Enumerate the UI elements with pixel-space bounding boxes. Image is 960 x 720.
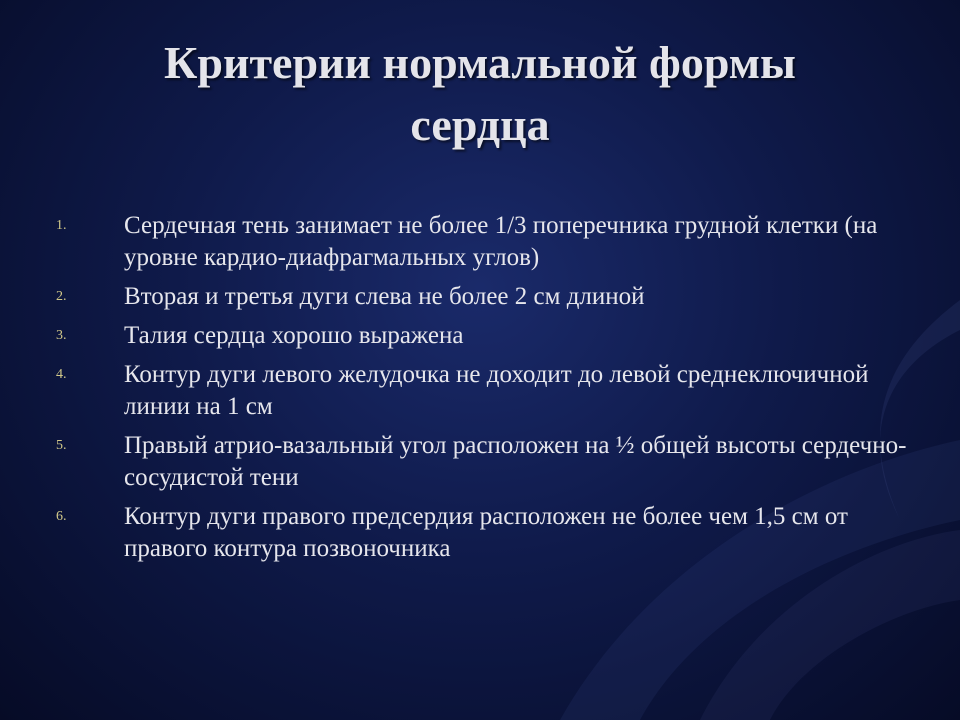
item-number: 6. <box>56 509 67 524</box>
title-line-2: сердца <box>410 99 550 150</box>
item-text: Вторая и третья дуги слева не более 2 см длиной <box>124 283 645 310</box>
title-line-1: Критерии нормальной формы <box>164 37 796 88</box>
item-text: Контур дуги левого желудочка не доходит до левой среднеключичной линии на 1 см <box>124 361 869 420</box>
criteria-item-4 <box>56 359 916 423</box>
item-text: Сердечная тень занимает не более 1/3 поперечника грудной клетки (на уровне кардио-диафрагмальных углов) <box>124 212 878 271</box>
item-number: 2. <box>56 289 67 304</box>
criteria-list <box>56 210 916 572</box>
item-number: 3. <box>56 328 67 343</box>
criteria-item-6 <box>56 501 916 565</box>
criteria-item-1 <box>56 210 916 274</box>
criteria-item-2 <box>56 281 916 313</box>
item-text: Правый атрио-вазальный угол расположен на ½ общей высоты сердечно-сосудистой тени <box>124 432 907 491</box>
item-text: Контур дуги правого предсердия расположен не более чем 1,5 см от правого контура позвоночника <box>124 503 848 562</box>
criteria-item-3 <box>56 320 916 352</box>
item-number: 5. <box>56 438 67 453</box>
item-number: 1. <box>56 218 67 233</box>
slide-title <box>60 32 900 156</box>
item-number: 4. <box>56 367 67 382</box>
item-text: Талия сердца хорошо выражена <box>124 322 464 349</box>
criteria-item-5 <box>56 430 916 494</box>
